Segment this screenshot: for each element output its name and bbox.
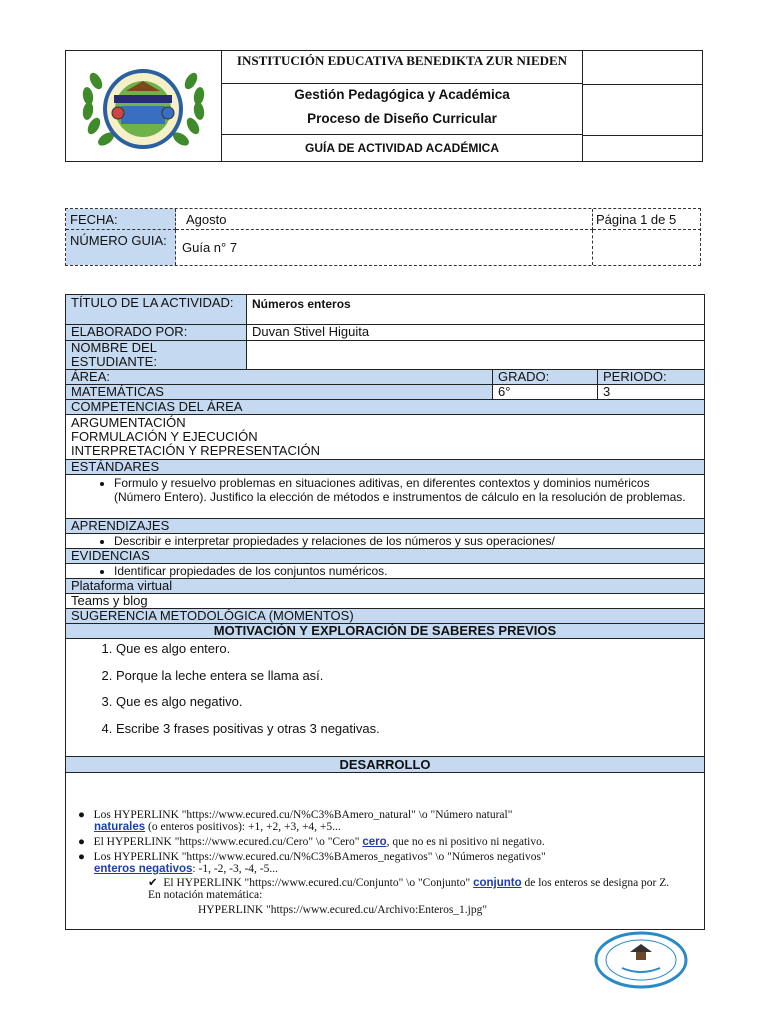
plataforma-row: [66, 579, 704, 594]
scan-bullet: ● El HYPERLINK "https://www.ecured.cu/Cero" \o "Cero" cero, que no es ni positivo ni negativo.: [78, 836, 545, 848]
numero-value: Guía n° 7: [176, 230, 593, 265]
management-line: Gestión Pedagógica y Académica: [294, 87, 510, 102]
institution-seal: [592, 930, 690, 990]
header-empty-cell: [583, 51, 703, 85]
institution-name: INSTITUCIÓN EDUCATIVA BENEDIKTA ZUR NIEDEN: [222, 51, 582, 84]
area-value-row: [66, 385, 704, 400]
evidencias-label: EVIDENCIAS: [71, 548, 150, 563]
aprendizajes-row: [66, 534, 704, 549]
document-type: GUÍA DE ACTIVIDAD ACADÉMICA: [305, 141, 499, 155]
plataforma-label: Plataforma virtual: [71, 578, 173, 593]
pregunta-item: 3. Que es algo negativo.: [116, 694, 704, 721]
elaborado-value: Duvan Stivel Higuita: [246, 325, 704, 340]
periodo-value: 3: [597, 385, 704, 399]
estandares-header: [66, 460, 704, 475]
fecha-value: Agosto: [176, 209, 593, 230]
fecha-label: FECHA:: [66, 209, 176, 230]
estandar-item: • Formulo y resuelvo problemas en situaciones aditivas, en diferentes contextos y dominios numéricos (Número Entero). Justifico la elección de métodos e instrumentos de cálculo en la resolución de problemas.: [114, 476, 696, 504]
titulo-row: [66, 295, 704, 325]
nombre-row: [66, 341, 704, 370]
sugerencia-label: SUGERENCIA METODOLÓGICA (MOMENTOS): [71, 608, 354, 623]
process-line: Proceso de Diseño Curricular: [307, 111, 497, 126]
area-label-row: [66, 370, 704, 385]
aprendizaje-item: • Describir e interpretar propiedades y relaciones de los números y sus operaciones/: [114, 534, 704, 548]
scan-image-placeholder: HYPERLINK "https://www.ecured.cu/Archivo:Enteros_1.jpg": [198, 904, 488, 916]
scan-bullet: ● Los HYPERLINK "https://www.ecured.cu/N%C3%BAmeros_negativos" \o "Números negativos" enteros negativos: -1, -2, -3, -4, -5...: [78, 851, 546, 875]
page-number: Página 1 de 5: [593, 209, 701, 230]
cero-link[interactable]: cero: [362, 836, 387, 848]
competencias-row: [66, 415, 704, 460]
conjunto-link[interactable]: conjunto: [473, 877, 522, 889]
evidencias-list: [66, 564, 704, 578]
numero-label: NÚMERO GUIA:: [66, 230, 176, 265]
titulo-label: TÍTULO DE LA ACTIVIDAD:: [66, 295, 246, 324]
header-center: [222, 51, 583, 161]
pregunta-item: 1. Que es algo entero.: [116, 641, 704, 668]
evidencias-row: [66, 564, 704, 579]
aprendizajes-list: [66, 534, 704, 548]
elaborado-row: [66, 325, 704, 341]
pregunta-item: 2. Porque la leche entera se llama así.: [116, 668, 704, 695]
nombre-label: NOMBRE DEL ESTUDIANTE:: [66, 341, 246, 369]
desarrollo-label: DESARROLLO: [339, 757, 431, 772]
competencias-list: [66, 415, 704, 459]
seal-icon: [592, 930, 690, 990]
motivacion-label: MOTIVACIÓN Y EXPLORACIÓN DE SABERES PREVIOS: [213, 623, 557, 638]
periodo-label: PERIODO:: [597, 370, 704, 384]
laurel-logo-icon: [66, 51, 221, 161]
competencia-item: FORMULACIÓN Y EJECUCIÓN: [71, 429, 258, 444]
grado-value: 6°: [492, 385, 597, 399]
header-empty-cell: [583, 84, 703, 136]
competencias-header: [66, 400, 704, 415]
preguntas-list: [66, 639, 704, 747]
competencia-item: ARGUMENTACIÓN: [71, 415, 186, 430]
grado-label: GRADO:: [492, 370, 597, 384]
estandares-label: ESTÁNDARES: [71, 459, 160, 474]
preguntas-row: [66, 639, 704, 757]
teams-label: Teams y blog: [71, 593, 148, 608]
header-table: [65, 50, 703, 162]
activity-table: [65, 294, 705, 930]
aprendizajes-label: APRENDIZAJES: [71, 518, 170, 533]
naturales-link[interactable]: naturales: [94, 821, 146, 833]
motivacion-row: [66, 624, 704, 639]
scan-check-item: ✔ El HYPERLINK "https://www.ecured.cu/Conjunto" \o "Conjunto" conjunto de los enteros se designa por Z. En notación matemática:: [148, 877, 670, 901]
area-value: MATEMÁTICAS: [66, 385, 492, 399]
nombre-input[interactable]: [246, 341, 704, 369]
competencias-label: COMPETENCIAS DEL ÁREA: [71, 399, 243, 414]
date-table: [65, 208, 701, 266]
header-subtitle: [222, 84, 582, 135]
institution-logo: [66, 51, 222, 161]
aprendizajes-header: [66, 519, 704, 534]
scan-bullet: ● Los HYPERLINK "https://www.ecured.cu/N%C3%BAmero_natural" \o "Número natural" naturales (o enteros positivos): +1, +2, +3, +4, +5...: [78, 809, 513, 833]
evidencia-item: • Identificar propiedades de los conjuntos numéricos.: [114, 564, 704, 578]
sugerencia-row: [66, 609, 704, 624]
titulo-value: Números enteros: [246, 295, 704, 324]
negativos-link[interactable]: enteros negativos: [94, 863, 193, 875]
evidencias-header: [66, 549, 704, 564]
desarrollo-scan: [78, 809, 678, 916]
pregunta-item: 4. Escribe 3 frases positivas y otras 3 negativas.: [116, 721, 704, 748]
desarrollo-row: [66, 757, 704, 773]
teams-row: [66, 594, 704, 609]
competencia-item: INTERPRETACIÓN Y REPRESENTACIÓN: [71, 443, 320, 458]
desarrollo-content: [66, 773, 704, 929]
estandares-list: [66, 475, 704, 504]
elaborado-label: ELABORADO POR:: [66, 325, 246, 340]
estandares-row: [66, 475, 704, 519]
area-label: ÁREA:: [71, 369, 111, 384]
